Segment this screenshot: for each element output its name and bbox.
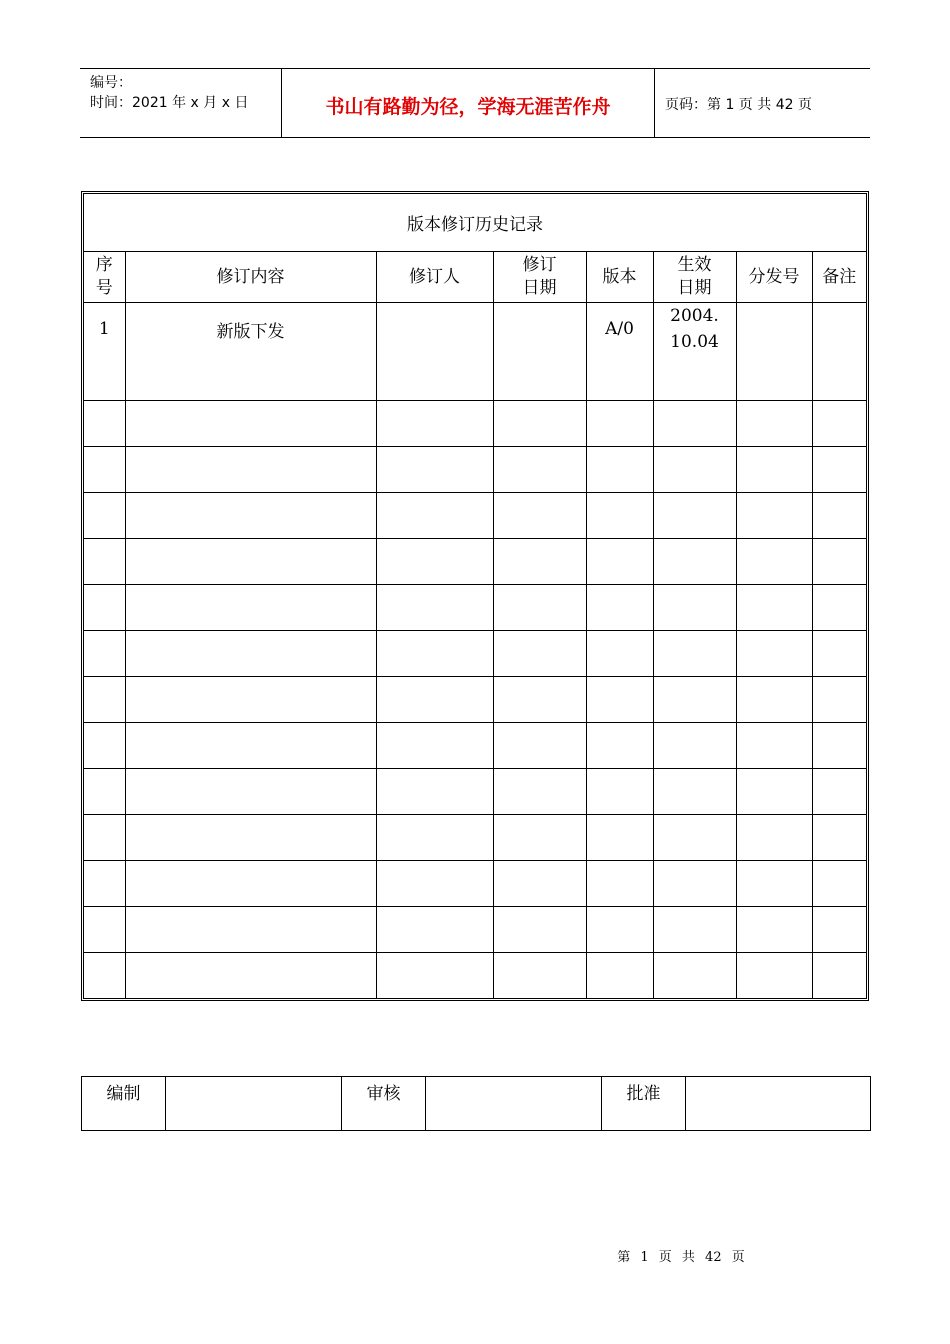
table-cell[interactable] (493, 585, 586, 631)
table-cell[interactable] (736, 401, 812, 447)
table-cell[interactable] (586, 723, 653, 769)
table-cell[interactable] (376, 861, 493, 907)
table-cell[interactable] (812, 953, 866, 999)
table-cell[interactable] (736, 631, 812, 677)
footer-page-number: 第 1 页 共 42 页 (617, 1250, 745, 1265)
table-cell[interactable] (812, 723, 866, 769)
empty-rows (84, 355, 866, 998)
header-motto: 书山有路勤为径，学海无涯苦作舟 (282, 69, 655, 137)
table-cell[interactable] (586, 355, 653, 401)
table-row (84, 953, 866, 999)
table-cell[interactable] (125, 539, 376, 585)
revision-history-table (81, 191, 869, 1001)
table-cell[interactable] (653, 677, 736, 723)
table-cell[interactable] (653, 631, 736, 677)
table-cell[interactable] (84, 447, 125, 493)
table-header-row (84, 252, 866, 303)
table-cell[interactable] (493, 355, 586, 401)
table-cell[interactable] (125, 447, 376, 493)
reviewed-label: 审核 (342, 1077, 426, 1131)
table-cell[interactable] (493, 861, 586, 907)
table-row (84, 677, 866, 723)
table-cell[interactable] (376, 585, 493, 631)
table-cell[interactable] (493, 907, 586, 953)
cell-reviser (376, 303, 493, 356)
prepared-label: 编制 (82, 1077, 166, 1131)
table-row (84, 861, 866, 907)
table-row (84, 631, 866, 677)
table-cell[interactable] (84, 953, 125, 999)
table-row (84, 401, 866, 447)
column-header-seq-line2: 号 (95, 278, 113, 298)
table-cell[interactable] (84, 493, 125, 539)
table-cell[interactable] (84, 631, 125, 677)
table-cell[interactable] (493, 447, 586, 493)
page-header (80, 68, 870, 138)
document-number-label: 编号： (90, 75, 132, 91)
table-cell[interactable] (376, 723, 493, 769)
table-cell[interactable] (653, 769, 736, 815)
table-cell[interactable] (493, 493, 586, 539)
table-cell[interactable] (493, 815, 586, 861)
table-cell[interactable] (586, 631, 653, 677)
table-row (84, 493, 866, 539)
table-cell[interactable] (812, 815, 866, 861)
table-cell[interactable] (812, 907, 866, 953)
table-cell[interactable] (653, 953, 736, 999)
cell-remark (812, 303, 866, 356)
column-header-distribution-no: 分发号 (736, 252, 812, 303)
table-row (84, 585, 866, 631)
cell-seq: 1 (84, 303, 125, 356)
table-cell[interactable] (493, 539, 586, 585)
table-cell[interactable] (586, 815, 653, 861)
table-cell[interactable] (812, 769, 866, 815)
table-cell[interactable] (653, 447, 736, 493)
table-cell[interactable] (376, 953, 493, 999)
header-meta (80, 69, 282, 137)
column-header-version: 版本 (586, 252, 653, 303)
column-header-remark: 备注 (812, 252, 866, 303)
table-cell[interactable] (376, 769, 493, 815)
table-row (84, 723, 866, 769)
table-cell[interactable] (812, 539, 866, 585)
table-cell[interactable] (653, 355, 736, 401)
table-cell[interactable] (812, 401, 866, 447)
table-cell[interactable] (736, 907, 812, 953)
table-cell[interactable] (653, 861, 736, 907)
table-row (84, 815, 866, 861)
table-cell[interactable] (376, 677, 493, 723)
table-cell[interactable] (84, 585, 125, 631)
table-cell[interactable] (125, 493, 376, 539)
table-cell[interactable] (84, 539, 125, 585)
cell-revision-date (493, 303, 586, 356)
table-row (84, 303, 866, 356)
table-cell[interactable] (812, 631, 866, 677)
table-cell[interactable] (493, 401, 586, 447)
approved-label: 批准 (602, 1077, 686, 1131)
table-cell[interactable] (653, 401, 736, 447)
table-cell[interactable] (736, 861, 812, 907)
table-cell[interactable] (736, 539, 812, 585)
cell-version: A/0 (586, 303, 653, 356)
column-header-revision-date-line2: 日期 (522, 278, 557, 298)
column-header-reviser: 修订人 (376, 252, 493, 303)
column-header-effective-date-line2: 日期 (677, 278, 712, 298)
table-cell[interactable] (812, 493, 866, 539)
table-cell[interactable] (736, 493, 812, 539)
table-cell[interactable] (84, 769, 125, 815)
table-cell[interactable] (812, 861, 866, 907)
page-footer (0, 1246, 950, 1265)
table-cell[interactable] (84, 861, 125, 907)
table-cell[interactable] (736, 677, 812, 723)
table-cell[interactable] (125, 677, 376, 723)
column-header-content: 修订内容 (125, 252, 376, 303)
table-cell[interactable] (736, 953, 812, 999)
table-cell[interactable] (84, 815, 125, 861)
table-cell[interactable] (736, 585, 812, 631)
column-header-revision-date-line1: 修订 (522, 255, 557, 275)
table-cell[interactable] (376, 907, 493, 953)
table-cell[interactable] (586, 769, 653, 815)
column-header-effective-date (653, 252, 736, 303)
table-cell[interactable] (812, 677, 866, 723)
table-cell[interactable] (812, 585, 866, 631)
table-cell[interactable] (736, 815, 812, 861)
cell-effective-date-line1: 2004. (670, 306, 719, 326)
table-cell[interactable] (84, 907, 125, 953)
table-cell[interactable] (493, 723, 586, 769)
table-title: 版本修订历史记录 (84, 194, 866, 252)
signoff-table (81, 1076, 870, 1131)
table-cell[interactable] (586, 585, 653, 631)
table-cell[interactable] (376, 447, 493, 493)
table-cell[interactable] (812, 355, 866, 401)
table-cell[interactable] (586, 401, 653, 447)
approved-field[interactable] (686, 1077, 871, 1131)
table-cell[interactable] (376, 631, 493, 677)
column-header-seq-line1: 序 (95, 255, 113, 275)
table-cell[interactable] (125, 953, 376, 999)
table-cell[interactable] (653, 585, 736, 631)
table-cell[interactable] (376, 493, 493, 539)
cell-content: 新版下发 (125, 303, 376, 356)
table-cell[interactable] (376, 401, 493, 447)
table-cell[interactable] (653, 907, 736, 953)
table-cell[interactable] (812, 447, 866, 493)
table-cell[interactable] (125, 815, 376, 861)
column-header-effective-date-line1: 生效 (677, 255, 712, 275)
table-row (84, 907, 866, 953)
table-cell[interactable] (125, 861, 376, 907)
document-time-label: 时间：2021 年 x 月 x 日 (90, 95, 249, 111)
column-header-seq (84, 252, 125, 303)
prepared-field[interactable] (166, 1077, 342, 1131)
cell-effective-date-line2: 10.04 (670, 332, 719, 352)
cell-distribution-no (736, 303, 812, 356)
table-cell[interactable] (586, 493, 653, 539)
table-row (84, 355, 866, 401)
table-row (84, 769, 866, 815)
reviewed-field[interactable] (426, 1077, 602, 1131)
table-cell[interactable] (125, 355, 376, 401)
table-cell[interactable] (653, 815, 736, 861)
table-row (84, 539, 866, 585)
table-cell[interactable] (586, 861, 653, 907)
table-cell[interactable] (84, 355, 125, 401)
table-cell[interactable] (125, 723, 376, 769)
table-cell[interactable] (125, 401, 376, 447)
table-cell[interactable] (125, 769, 376, 815)
table-cell[interactable] (736, 769, 812, 815)
table-cell[interactable] (653, 723, 736, 769)
table-cell[interactable] (84, 723, 125, 769)
table-cell[interactable] (84, 677, 125, 723)
table-cell[interactable] (586, 447, 653, 493)
header-page-info: 页码：第 1 页 共 42 页 (665, 97, 812, 113)
table-row (84, 447, 866, 493)
table-cell[interactable] (376, 355, 493, 401)
table-cell[interactable] (736, 355, 812, 401)
table-cell[interactable] (493, 769, 586, 815)
table-cell[interactable] (125, 907, 376, 953)
table-cell[interactable] (376, 815, 493, 861)
table-cell[interactable] (653, 539, 736, 585)
table-cell[interactable] (736, 723, 812, 769)
table-cell[interactable] (125, 585, 376, 631)
table-cell[interactable] (493, 631, 586, 677)
table-cell[interactable] (653, 493, 736, 539)
table-cell[interactable] (586, 677, 653, 723)
table-cell[interactable] (376, 539, 493, 585)
table-cell[interactable] (586, 539, 653, 585)
table-cell[interactable] (736, 447, 812, 493)
table-cell[interactable] (493, 953, 586, 999)
table-cell[interactable] (586, 953, 653, 999)
table-cell[interactable] (84, 401, 125, 447)
table-cell[interactable] (493, 677, 586, 723)
column-header-revision-date (493, 252, 586, 303)
table-cell[interactable] (125, 631, 376, 677)
table-cell[interactable] (586, 907, 653, 953)
cell-effective-date (653, 303, 736, 356)
